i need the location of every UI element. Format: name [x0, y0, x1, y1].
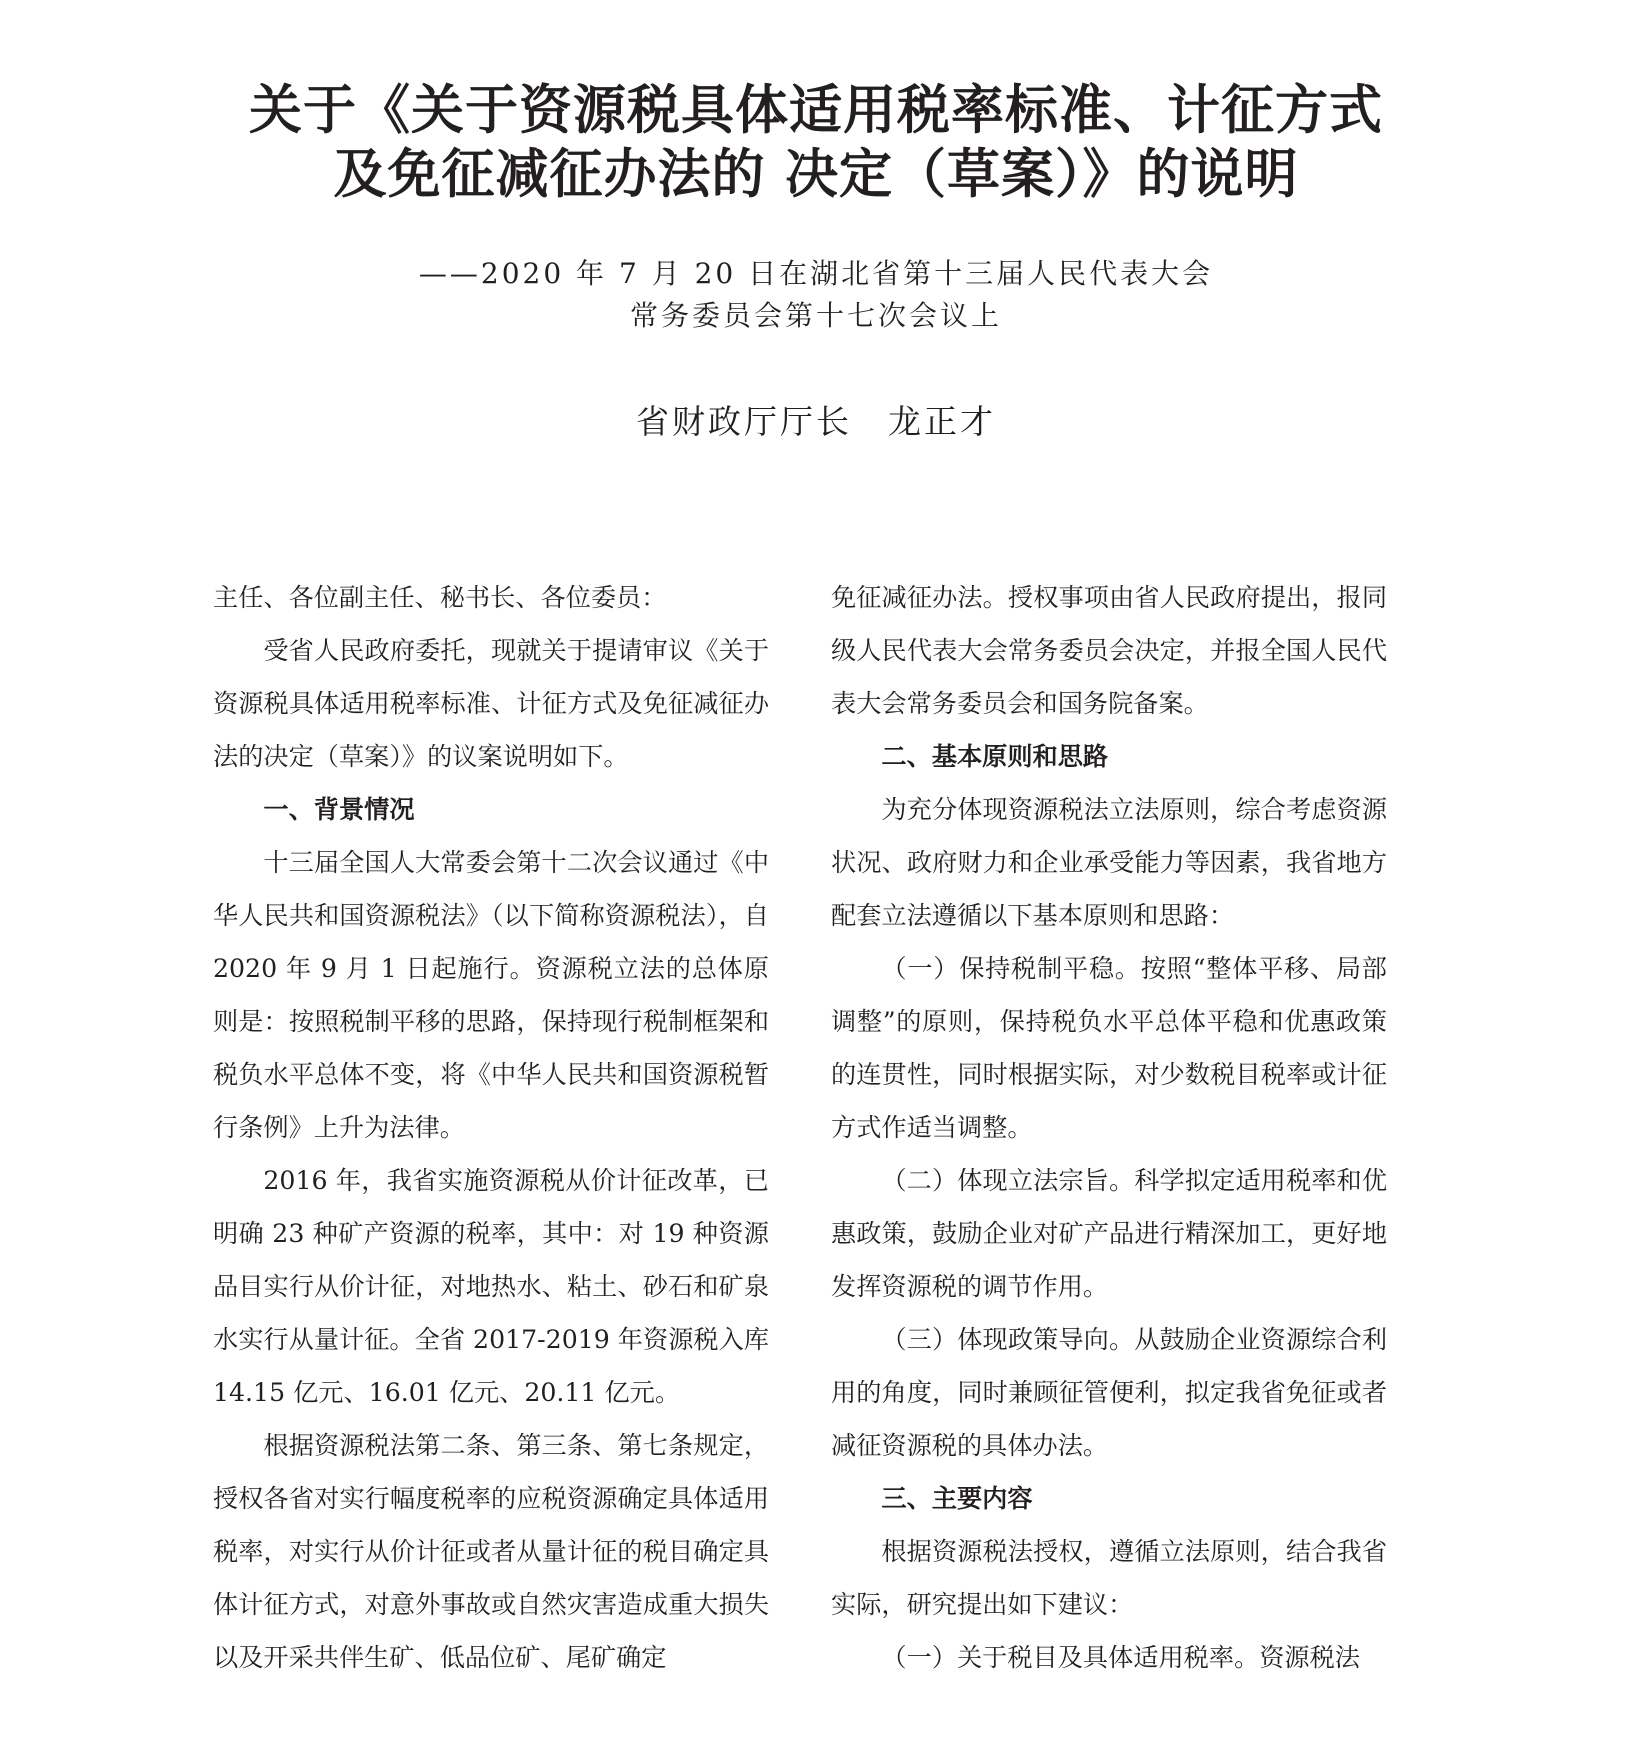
section-1-paragraph-1: 十三届全国人大常委会第十二次会议通过《中华人民共和国资源税法》（以下简称资源税法），自 2020 年 9 月 1 日起施行。资源税立法的总体原则是：按照税制平移的思路，保持现行税制框架和税负水平总体不变，将《中华人民共和国资源税暂行条例》上升为法律。 [213, 848, 769, 1142]
author-position: 省财政厅厅长 [636, 402, 852, 441]
section-3-item-1: （一）关于税目及具体适用税率。资源税法 [881, 1643, 1360, 1672]
right-column [831, 571, 1387, 1684]
left-column [213, 571, 769, 1684]
author-line [140, 400, 1492, 444]
subtitle-line-2: 常务委员会第十七次会议上 [629, 299, 1002, 332]
section-2-item-2: （二）体现立法宗旨。科学拟定适用税率和优惠政策，鼓励企业对矿产品进行精深加工，更好地发挥资源税的调节作用。 [831, 1166, 1387, 1301]
title-line-2: 及免征减征办法的 决定（草案）》的说明 [333, 143, 1299, 205]
section-2-heading: 二、基本原则和思路 [881, 741, 1109, 771]
subtitle-line-1: ——2020 年 7 月 20 日在湖北省第十三届人民代表大会 [418, 257, 1214, 290]
continuation-paragraph: 免征减征办法。授权事项由省人民政府提出，报同级人民代表大会常务委员会决定，并报全国人民代表大会常务委员会和国务院备案。 [831, 583, 1387, 718]
author-name: 龙正才 [888, 402, 996, 441]
section-1-paragraph-2: 2016 年，我省实施资源税从价计征改革，已明确 23 种矿产资源的税率，其中：对 19 种资源品目实行从价计征，对地热水、粘土、砂石和矿泉水实行从量计征。全省 2017-2019 年资源税入库 14.15 亿元、16.01 亿元、20.11 亿元。 [213, 1166, 769, 1407]
title-line-1: 关于《关于资源税具体适用税率标准、计征方式 [249, 79, 1383, 141]
section-3-intro: 根据资源税法授权，遵循立法原则，结合我省实际，研究提出如下建议： [831, 1537, 1387, 1619]
section-1-heading: 一、背景情况 [263, 794, 415, 824]
salutation: 主任、各位副主任、秘书长、各位委员： [213, 583, 667, 612]
section-3-heading: 三、主要内容 [881, 1483, 1033, 1513]
document-subtitle [140, 253, 1492, 337]
section-2-item-1: （一）保持税制平稳。按照“整体平移、局部调整”的原则，保持税负水平总体平稳和优惠政策的连贯性，同时根据实际，对少数税目税率或计征方式作适当调整。 [831, 954, 1387, 1142]
intro-paragraph: 受省人民政府委托，现就关于提请审议《关于资源税具体适用税率标准、计征方式及免征减征办法的决定（草案）》的议案说明如下。 [213, 636, 769, 771]
section-2-intro: 为充分体现资源税法立法原则，综合考虑资源状况、政府财力和企业承受能力等因素，我省地方配套立法遵循以下基本原则和思路： [831, 795, 1387, 930]
section-2-item-3: （三）体现政策导向。从鼓励企业资源综合利用的角度，同时兼顾征管便利，拟定我省免征或者减征资源税的具体办法。 [831, 1325, 1387, 1460]
document-title [140, 78, 1492, 206]
section-1-paragraph-3: 根据资源税法第二条、第三条、第七条规定，授权各省对实行幅度税率的应税资源确定具体适用税率，对实行从价计征或者从量计征的税目确定具体计征方式，对意外事故或自然灾害造成重大损失以及开采共伴生矿、低品位矿、尾矿确定 [213, 1431, 769, 1672]
